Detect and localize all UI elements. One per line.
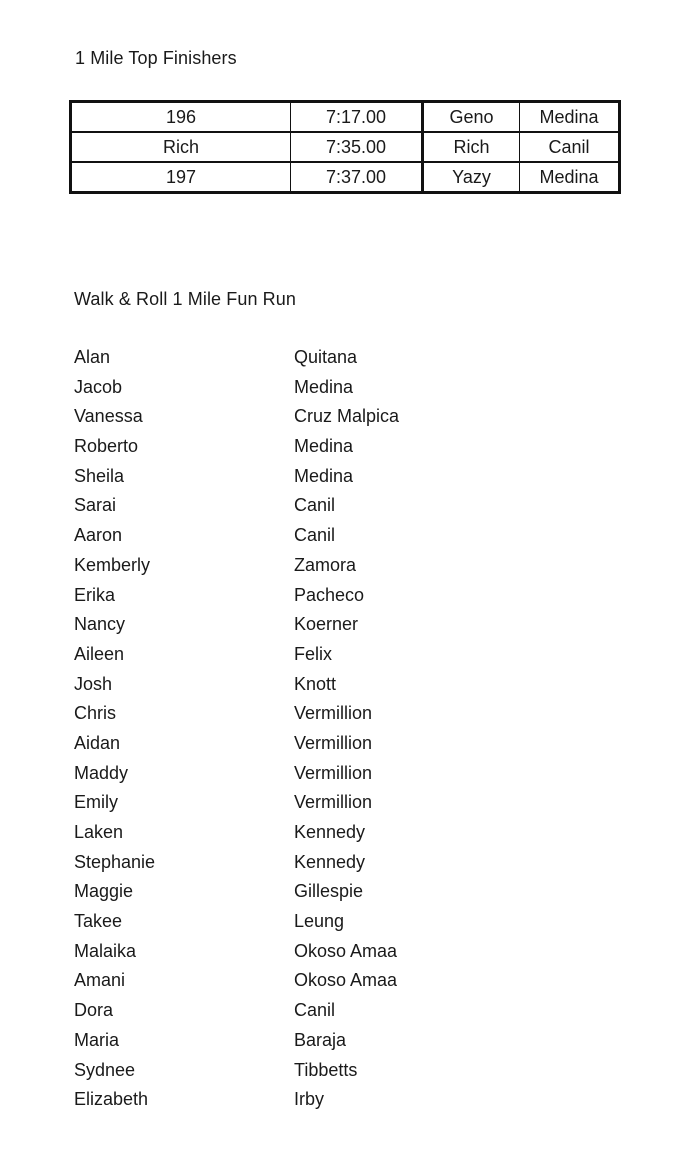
finisher-last-name-cell: Medina (520, 162, 620, 193)
participant-first-name: Aidan (74, 732, 121, 753)
participant-row (74, 581, 474, 611)
participant-last-name: Kennedy (294, 851, 366, 872)
participant-first-name: Sarai (74, 495, 117, 516)
participant-row (74, 1026, 474, 1056)
participant-row (74, 1085, 474, 1115)
top-finishers-table-body (71, 102, 620, 193)
participant-row (74, 966, 474, 996)
participant-first-name: Aileen (74, 643, 125, 664)
participant-last-name: Vermillion (294, 792, 373, 813)
finisher-time-cell: 7:37.00 (291, 162, 423, 193)
participant-last-name: Quitana (294, 347, 358, 367)
participant-row (74, 1056, 474, 1086)
finisher-time-cell: 7:35.00 (291, 132, 423, 162)
participant-row (74, 373, 474, 403)
participant-row (74, 907, 474, 937)
participant-row (74, 818, 474, 848)
participant-first-name: Erika (74, 584, 116, 605)
finisher-first-name-cell: Yazy (423, 162, 520, 193)
participant-last-name: Leung (294, 911, 345, 932)
participant-last-name: Zamora (294, 554, 357, 575)
participant-first-name: Takee (74, 911, 123, 932)
participant-last-name: Vermillion (294, 762, 373, 783)
finisher-last-name-cell: Canil (520, 132, 620, 162)
finisher-row (71, 162, 620, 193)
participant-last-name: Vermillion (294, 732, 373, 753)
participant-first-name: Elizabeth (74, 1089, 149, 1110)
participant-last-name: Baraja (294, 1029, 347, 1050)
participant-row (74, 937, 474, 967)
participant-row (74, 640, 474, 670)
finisher-id-cell: 197 (71, 162, 291, 193)
participant-row (74, 877, 474, 907)
participant-first-name: Jacob (74, 376, 123, 397)
finisher-row (71, 102, 620, 133)
participant-last-name: Canil (294, 1000, 336, 1021)
participant-last-name: Gillespie (294, 881, 364, 902)
participant-row (74, 996, 474, 1026)
participant-row (74, 699, 474, 729)
participant-row (74, 521, 474, 551)
participant-row (74, 491, 474, 521)
participant-first-name: Roberto (74, 436, 139, 457)
participant-row (74, 551, 474, 581)
participant-first-name: Dora (74, 1000, 114, 1021)
participant-last-name: Okoso Amaa (294, 970, 398, 991)
participant-first-name: Maria (74, 1029, 120, 1050)
participant-first-name: Laken (74, 822, 124, 842)
participant-first-name: Kemberly (74, 554, 151, 575)
finisher-row (71, 132, 620, 162)
finisher-time-cell: 7:17.00 (291, 102, 423, 133)
finisher-id-cell: Rich (71, 132, 291, 162)
participant-row (74, 343, 474, 373)
participant-last-name: Kennedy (294, 822, 366, 842)
participant-last-name: Cruz Malpica (294, 406, 400, 427)
participant-row (74, 788, 474, 818)
participant-last-name: Canil (294, 495, 336, 516)
participant-last-name: Felix (294, 643, 333, 664)
participant-last-name: Vermillion (294, 703, 373, 724)
participant-last-name: Medina (294, 376, 354, 397)
participant-first-name: Sydnee (74, 1059, 136, 1080)
fun-run-participant-list (74, 343, 474, 1115)
participant-row (74, 462, 474, 492)
finisher-id-cell: 196 (71, 102, 291, 133)
participant-last-name: Okoso Amaa (294, 940, 398, 961)
participant-row (74, 610, 474, 640)
participant-first-name: Chris (74, 703, 117, 724)
participant-last-name: Medina (294, 436, 354, 457)
participant-first-name: Emily (74, 792, 118, 813)
participant-first-name: Maddy (74, 762, 129, 783)
finisher-first-name-cell: Geno (423, 102, 520, 133)
finisher-last-name-cell: Medina (520, 102, 620, 133)
participant-first-name: Maggie (74, 881, 134, 902)
participant-first-name: Vanessa (74, 406, 143, 427)
participant-first-name: Stephanie (74, 851, 156, 872)
participant-last-name: Knott (294, 673, 337, 694)
participant-first-name: Sheila (74, 465, 125, 486)
participant-first-name: Aaron (74, 525, 123, 546)
participant-row (74, 729, 474, 759)
fun-run-title: Walk & Roll 1 Mile Fun Run (74, 289, 297, 309)
participant-row (74, 402, 474, 432)
participant-first-name: Josh (74, 673, 113, 694)
participant-row (74, 432, 474, 462)
participant-last-name: Tibbetts (294, 1059, 358, 1080)
participant-last-name: Pacheco (294, 584, 365, 605)
top-finishers-table (69, 100, 621, 194)
finisher-first-name-cell: Rich (423, 132, 520, 162)
participant-first-name: Nancy (74, 614, 126, 635)
participant-first-name: Amani (74, 970, 126, 991)
participant-row (74, 670, 474, 700)
participant-last-name: Canil (294, 525, 336, 546)
participant-first-name: Malaika (74, 940, 137, 961)
top-finishers-title: 1 Mile Top Finishers (75, 48, 237, 68)
participant-first-name: Alan (74, 347, 111, 367)
participant-row (74, 759, 474, 789)
participant-last-name: Irby (294, 1089, 325, 1110)
participant-last-name: Medina (294, 465, 354, 486)
participant-last-name: Koerner (294, 614, 359, 635)
participant-row (74, 848, 474, 878)
